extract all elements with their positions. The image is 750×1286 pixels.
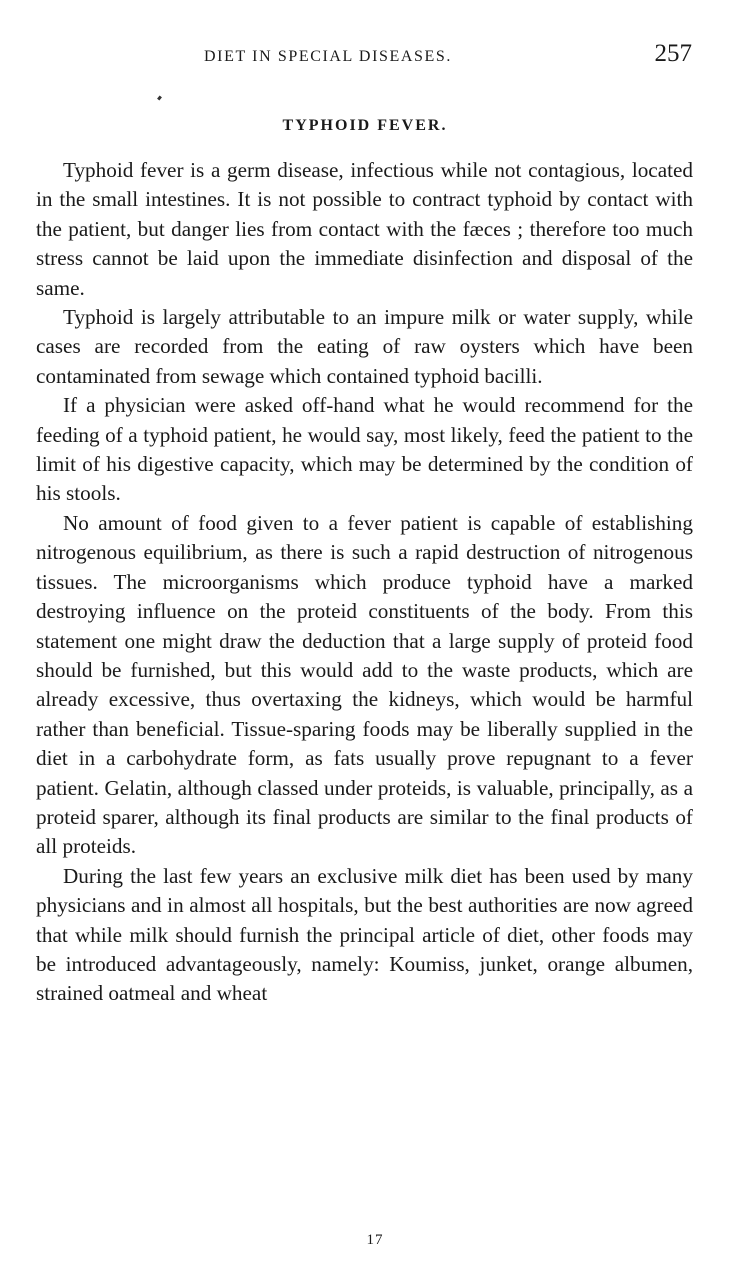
paragraph-4: No amount of food given to a fever patient is capable of establishing nitrogenous equilibrium, as there is such a rapid destruction of nitrogenous tissues. The microorganisms which produce typhoid have a marked destroying influence on the proteid constituents of the body. From this statement one might draw the deduction that a large supply of proteid food should be furnished, but this would add to the waste products, which are already excessive, thus overtaxing the kidneys, which would be harmful rather than beneficial. Tissue-sparing foods may be liberally supplied in the diet in a carbohydrate form, as fats usually prove repugnant to a fever patient. Gelatin, although classed under proteids, is valuable, principally, as a proteid sparer, although its final products are similar to the final products of all proteids. — [36, 510, 693, 859]
signature-mark: 17 — [366, 1232, 384, 1248]
stray-ink-mark — [157, 96, 162, 101]
page-number: 257 — [654, 40, 692, 67]
running-head-title: DIET IN SPECIAL DISEASES. — [204, 48, 453, 65]
section-title: TYPHOID FEVER. — [282, 117, 448, 134]
paragraph-5: During the last few years an exclusive milk diet has been used by many physicians and in almost all hospitals, but the best authorities are now agreed that while milk should furnish the principal article of diet, other foods may be introduced advantageously, namely: Koumiss, junket, orange albumen, strained oatmeal and wheat — [36, 863, 693, 1006]
paragraph-1: Typhoid fever is a germ disease, infectious while not contagious, located in the small intestines. It is not possible to contract typhoid by contact with the patient, but danger lies from contact with the fæces ; therefore too much stress cannot be laid upon the immediate disinfection and disposal of the same. — [36, 158, 693, 300]
paragraph-2: Typhoid is largely attributable to an impure milk or water supply, while cases are recorded from the eating of raw oysters which have been contaminated from sewage which contained typhoid bacilli. — [36, 305, 693, 388]
paragraph-3: If a physician were asked off-hand what he would recommend for the feeding of a typhoid patient, he would say, most likely, feed the patient to the limit of his digestive capacity, which may be determined by the condition of his stools. — [36, 393, 693, 506]
body-text — [36, 156, 693, 1009]
running-head — [36, 40, 696, 80]
